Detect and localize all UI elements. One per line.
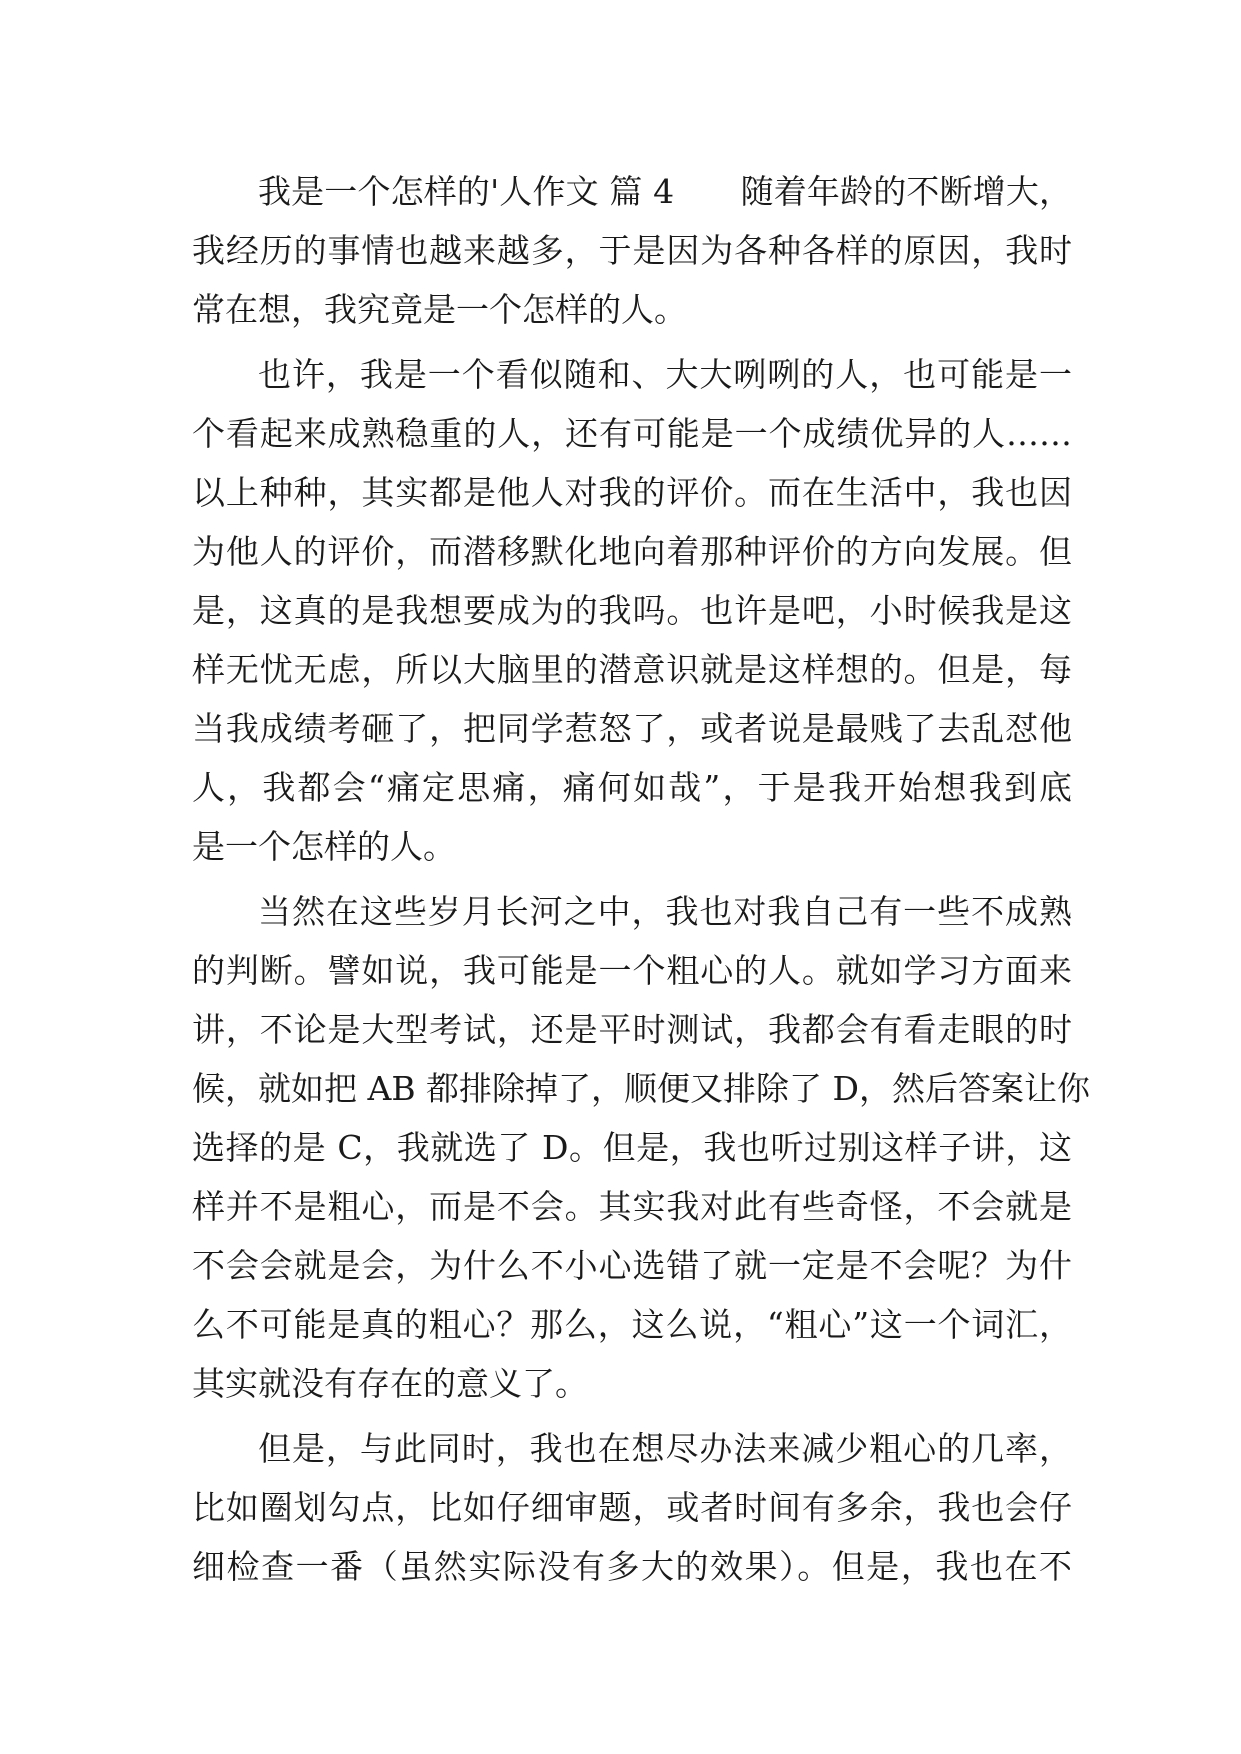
paragraph-line: 是，这真的是我想要成为的我吗。也许是吧，小时候我是这	[192, 591, 1072, 630]
paragraph-line: 为他人的评价，而潜移默化地向着那种评价的方向发展。但	[192, 532, 1072, 571]
paragraph-line: 候，就如把 AB 都排除掉了，顺便又排除了 D，然后答案让你	[192, 1069, 1091, 1108]
paragraph-line: 不会会就是会，为什么不小心选错了就一定是不会呢？为什	[192, 1246, 1072, 1285]
paragraph-line: 以上种种，其实都是他人对我的评价。而在生活中，我也因	[192, 473, 1072, 512]
paragraph-line: 当我成绩考砸了，把同学惹怒了，或者说是最贱了去乱怼他	[192, 709, 1072, 748]
paragraph-line: 讲，不论是大型考试，还是平时测试，我都会有看走眼的时	[192, 1010, 1072, 1049]
paragraph-line: 么不可能是真的粗心？那么，这么说，“粗心”这一个词汇，	[192, 1305, 1072, 1344]
paragraph-line: 常在想，我究竟是一个怎样的人。	[192, 290, 687, 329]
paragraph-line: 细检查一番（虽然实际没有多大的效果）。但是，我也在不	[192, 1547, 1072, 1586]
paragraph-line: 当然在这些岁月长河之中，我也对我自己有一些不成熟	[258, 892, 1072, 931]
paragraph-line: 但是，与此同时，我也在想尽办法来减少粗心的几率，	[258, 1429, 1072, 1468]
paragraph-2	[192, 345, 1072, 876]
paragraph-line: 其实就没有存在的意义了。	[192, 1364, 588, 1403]
paragraph-line: 个看起来成熟稳重的人，还有可能是一个成绩优异的人……	[192, 414, 1072, 453]
paragraph-1	[192, 162, 1072, 339]
paragraph-line: 样无忧无虑，所以大脑里的潜意识就是这样想的。但是，每	[192, 650, 1072, 689]
paragraph-line: 人，我都会“痛定思痛，痛何如哉”，于是我开始想我到底	[192, 768, 1072, 807]
paragraph-3	[192, 882, 1091, 1413]
paragraph-line: 是一个怎样的人。	[192, 827, 456, 866]
paragraph-line: 我是一个怎样的'人作文 篇 4 随着年龄的不断增大，	[258, 172, 1072, 211]
paragraph-line: 的判断。譬如说，我可能是一个粗心的人。就如学习方面来	[192, 951, 1072, 990]
essay-body	[192, 162, 1091, 1596]
paragraph-line: 样并不是粗心，而是不会。其实我对此有些奇怪，不会就是	[192, 1187, 1072, 1226]
paragraph-4	[192, 1419, 1072, 1596]
paragraph-line: 选择的是 C，我就选了 D。但是，我也听过别这样子讲，这	[192, 1128, 1072, 1167]
paragraph-line: 也许，我是一个看似随和、大大咧咧的人，也可能是一	[258, 355, 1072, 394]
paragraph-line: 比如圈划勾点，比如仔细审题，或者时间有多余，我也会仔	[192, 1488, 1072, 1527]
paragraph-line: 我经历的事情也越来越多，于是因为各种各样的原因，我时	[192, 231, 1072, 270]
